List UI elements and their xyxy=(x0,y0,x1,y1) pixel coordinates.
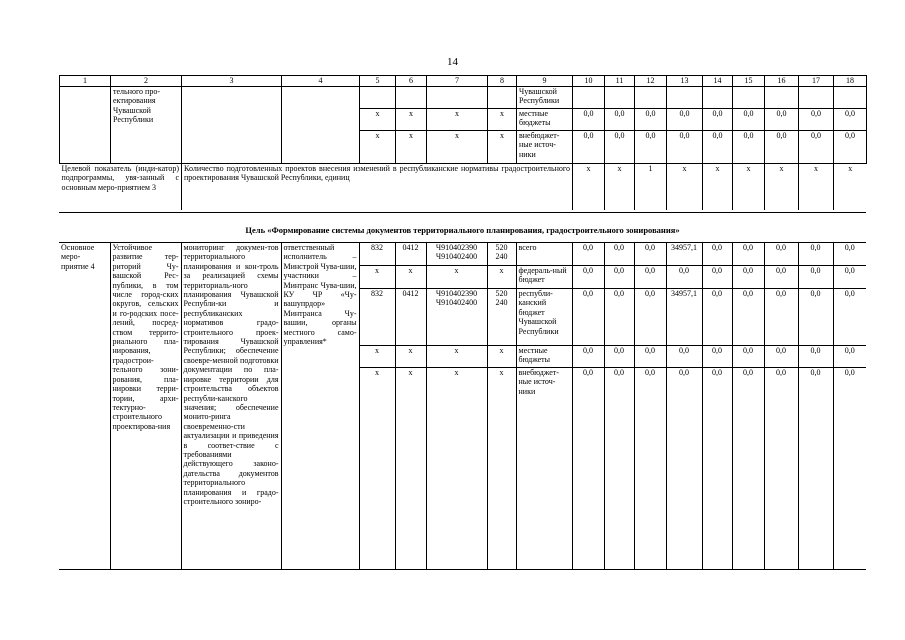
value-cell: 0,0 xyxy=(702,243,732,266)
value-cell: 0,0 xyxy=(572,368,604,570)
column-number: 18 xyxy=(834,76,867,87)
cell: Ч910402390 Ч910402400 xyxy=(426,289,487,346)
cell: x xyxy=(359,368,395,570)
value-cell: 0,0 xyxy=(666,266,702,289)
cell: x xyxy=(488,131,517,164)
column-number: 5 xyxy=(360,76,396,87)
value-cell: 0,0 xyxy=(634,368,666,570)
indicator-text: Количество подготовленных проектов внесения изменений в республиканские нормативы градостроительного проектирования Чувашской Республики, единиц xyxy=(182,164,573,210)
indicator-value: 1 xyxy=(635,164,667,210)
value-cell: 0,0 xyxy=(573,131,605,164)
value-cell: 0,0 xyxy=(732,368,764,570)
value-cell: 0,0 xyxy=(572,289,604,346)
value-cell xyxy=(667,87,703,109)
column-number: 14 xyxy=(703,76,733,87)
value-cell: 34957,1 xyxy=(666,289,702,346)
indicator-label: Целевой показатель (инди-катор) подпрограммы, увя-занный с основным меро-приятием 3 xyxy=(60,164,182,210)
cell: x xyxy=(396,109,427,131)
measure-name: Устойчивое развитие тер-риторий Чу-вашской Рес-публики, в том числе город-ских округов, сельских и го-родских посе-лений, посред-ством террито-риального пла-нирования, градострои-тельного зони-рования, пла-нировки терри-тории, архи-тектурно-строительного проектирова-ния xyxy=(110,243,181,570)
column-number: 16 xyxy=(765,76,799,87)
cell: x xyxy=(395,368,426,570)
value-cell: 0,0 xyxy=(764,346,798,368)
budget-table-measure4 xyxy=(59,242,866,570)
indicator-value: x xyxy=(765,164,799,210)
value-cell: 0,0 xyxy=(765,109,799,131)
value-cell: 0,0 xyxy=(635,109,667,131)
value-cell: 0,0 xyxy=(732,266,764,289)
indicator-value: x xyxy=(733,164,765,210)
value-cell: 0,0 xyxy=(703,109,733,131)
measure-name-continuation: тельного про- ектирования Чувашской Республики xyxy=(111,87,182,164)
value-cell: 0,0 xyxy=(833,289,866,346)
cell: x xyxy=(360,131,396,164)
value-cell: 34957,1 xyxy=(666,243,702,266)
cell: 832 xyxy=(359,243,395,266)
value-cell: 0,0 xyxy=(733,109,765,131)
value-cell: 0,0 xyxy=(834,109,867,131)
column-number: 8 xyxy=(488,76,517,87)
value-cell: 0,0 xyxy=(732,243,764,266)
value-cell xyxy=(733,87,765,109)
indicator-value: x xyxy=(834,164,867,210)
cell xyxy=(282,87,360,164)
value-cell: 0,0 xyxy=(635,131,667,164)
table-row xyxy=(60,87,867,109)
value-cell xyxy=(834,87,867,109)
column-number: 15 xyxy=(733,76,765,87)
value-cell: 0,0 xyxy=(572,266,604,289)
value-cell: 0,0 xyxy=(764,266,798,289)
value-cell: 0,0 xyxy=(702,346,732,368)
funding-source: федераль-ный бюджет xyxy=(516,266,572,289)
value-cell: 0,0 xyxy=(604,266,634,289)
value-cell: 0,0 xyxy=(702,289,732,346)
cell xyxy=(488,87,517,109)
column-number: 7 xyxy=(427,76,488,87)
indicator-value: x xyxy=(573,164,605,210)
value-cell: 0,0 xyxy=(833,266,866,289)
funding-source: местные бюджеты xyxy=(517,109,573,131)
cell: 520 240 xyxy=(487,243,516,266)
value-cell: 0,0 xyxy=(703,131,733,164)
column-number: 2 xyxy=(111,76,182,87)
value-cell: 0,0 xyxy=(666,346,702,368)
value-cell: 0,0 xyxy=(732,289,764,346)
cell: x xyxy=(426,346,487,368)
value-cell: 0,0 xyxy=(799,109,834,131)
value-cell: 0,0 xyxy=(605,131,635,164)
value-cell: 0,0 xyxy=(833,243,866,266)
column-number: 13 xyxy=(667,76,703,87)
funding-source: внебюджет-ные источ-ники xyxy=(516,368,572,570)
value-cell: 0,0 xyxy=(732,346,764,368)
cell: 832 xyxy=(359,289,395,346)
measure-label: Основное меро-приятие 4 xyxy=(59,243,110,570)
table-row xyxy=(59,243,866,266)
funding-source: местные бюджеты xyxy=(516,346,572,368)
budget-table-top xyxy=(59,75,867,210)
value-cell: 0,0 xyxy=(798,368,833,570)
value-cell xyxy=(799,87,834,109)
funding-source: внебюджет-ные источ-ники xyxy=(517,131,573,164)
value-cell xyxy=(765,87,799,109)
value-cell: 0,0 xyxy=(798,289,833,346)
value-cell xyxy=(605,87,635,109)
column-number: 6 xyxy=(396,76,427,87)
cell: x xyxy=(427,109,488,131)
column-number: 9 xyxy=(517,76,573,87)
column-number: 3 xyxy=(182,76,282,87)
value-cell: 0,0 xyxy=(573,109,605,131)
cell: 0412 xyxy=(395,243,426,266)
value-cell: 0,0 xyxy=(605,109,635,131)
value-cell: 0,0 xyxy=(666,368,702,570)
value-cell: 0,0 xyxy=(604,368,634,570)
value-cell: 0,0 xyxy=(634,289,666,346)
value-cell: 0,0 xyxy=(634,243,666,266)
cell: x xyxy=(360,109,396,131)
column-number-row xyxy=(60,76,867,87)
value-cell: 0,0 xyxy=(667,109,703,131)
value-cell: 0,0 xyxy=(572,346,604,368)
cell: x xyxy=(426,266,487,289)
measure-description: мониторинг докумен-тов территориального планирования и кон-троль за реализацией схемы территориаль-ного планирования Чувашской Республи-ки и республиканских нормативов градо-строительного проек-тирования Чувашской Республики; обеспечение своевре-менной подготовки документации по пла-нировке территории для строительства объектов республи-канского значения; обеспечение монито-ринга своевременно-сти актуализации и приведения в соответ-ствие с требованиями действующего законо-дательства документов территориального планирования и градо-строительного зониро- xyxy=(181,243,281,570)
value-cell: 0,0 xyxy=(798,243,833,266)
goal-heading: Цель «Формирование системы документов территориального планирования, градостроительного зонирования» xyxy=(245,225,680,235)
value-cell: 0,0 xyxy=(702,266,732,289)
page-number: 14 xyxy=(447,56,458,68)
value-cell: 0,0 xyxy=(798,266,833,289)
indicator-value: x xyxy=(799,164,834,210)
cell xyxy=(396,87,427,109)
cell: x xyxy=(396,131,427,164)
value-cell: 0,0 xyxy=(833,368,866,570)
cell: x xyxy=(487,266,516,289)
column-number: 11 xyxy=(605,76,635,87)
cell: x xyxy=(359,346,395,368)
cell: 0412 xyxy=(395,289,426,346)
value-cell: 0,0 xyxy=(733,131,765,164)
value-cell: 0,0 xyxy=(798,346,833,368)
cell: x xyxy=(426,368,487,570)
cell: 520 240 xyxy=(487,289,516,346)
value-cell: 0,0 xyxy=(764,289,798,346)
cell: Ч910402390 Ч910402400 xyxy=(426,243,487,266)
value-cell: 0,0 xyxy=(667,131,703,164)
value-cell: 0,0 xyxy=(834,131,867,164)
funding-source: всего xyxy=(516,243,572,266)
value-cell xyxy=(573,87,605,109)
cell xyxy=(60,87,111,164)
value-cell: 0,0 xyxy=(634,266,666,289)
value-cell: 0,0 xyxy=(799,131,834,164)
value-cell: 0,0 xyxy=(765,131,799,164)
indicator-value: x xyxy=(667,164,703,210)
cell: x xyxy=(395,266,426,289)
cell: x xyxy=(488,109,517,131)
value-cell: 0,0 xyxy=(604,243,634,266)
column-number: 12 xyxy=(635,76,667,87)
indicator-value: x xyxy=(605,164,635,210)
cell: x xyxy=(395,346,426,368)
value-cell: 0,0 xyxy=(702,368,732,570)
divider xyxy=(59,212,866,213)
column-number: 17 xyxy=(799,76,834,87)
cell: x xyxy=(487,368,516,570)
indicator-value: x xyxy=(703,164,733,210)
value-cell xyxy=(703,87,733,109)
value-cell: 0,0 xyxy=(764,368,798,570)
cell: x xyxy=(487,346,516,368)
funding-source: Чувашской Республики xyxy=(517,87,573,109)
cell: x xyxy=(359,266,395,289)
value-cell: 0,0 xyxy=(833,346,866,368)
value-cell: 0,0 xyxy=(764,243,798,266)
column-number: 1 xyxy=(60,76,111,87)
column-number: 4 xyxy=(282,76,360,87)
value-cell: 0,0 xyxy=(604,346,634,368)
column-number: 10 xyxy=(573,76,605,87)
cell xyxy=(360,87,396,109)
funding-source: республи-канский бюджет Чувашской Республики xyxy=(516,289,572,346)
value-cell: 0,0 xyxy=(604,289,634,346)
cell: x xyxy=(427,131,488,164)
value-cell xyxy=(635,87,667,109)
value-cell: 0,0 xyxy=(572,243,604,266)
indicator-row xyxy=(60,164,867,210)
cell xyxy=(182,87,282,164)
value-cell: 0,0 xyxy=(634,346,666,368)
cell xyxy=(427,87,488,109)
measure-executors: ответственный исполнитель – Минстрой Чува-шии, участники – Минтранс Чува-шии, КУ ЧР «Чу-вашупрдор» Минтранса Чу-вашии, органы местного само-управления* xyxy=(281,243,359,570)
